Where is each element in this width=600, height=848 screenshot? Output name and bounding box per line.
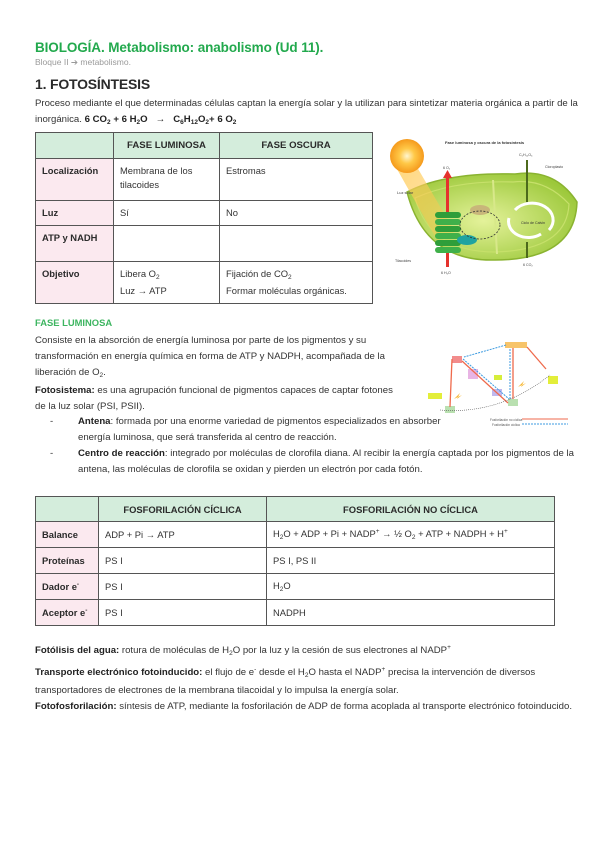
svg-text:6 H₂O: 6 H₂O — [441, 271, 451, 275]
svg-text:Tilacoides: Tilacoides — [395, 259, 412, 263]
row-label: Localización — [36, 159, 114, 201]
svg-text:6 CO₂: 6 CO₂ — [523, 263, 533, 267]
column-header-luminosa: FASE LUMINOSA — [114, 133, 220, 159]
term: Fotosistema: — [35, 385, 95, 396]
table-cell — [114, 225, 220, 261]
table-header-row — [36, 497, 555, 522]
table-cell: PS I — [99, 600, 267, 626]
table-row — [36, 225, 373, 261]
table-row — [36, 574, 555, 600]
svg-text:C₆H₁₂O₆: C₆H₁₂O₆ — [519, 153, 533, 157]
term: Antena — [78, 416, 111, 427]
section-title: 1. FOTOSÍNTESIS — [35, 76, 150, 92]
phosphorylation-table — [35, 496, 555, 626]
definition-fotolisis: Fotólisis del agua: rotura de moléculas de $H_2O$ por la luz y la cesión de sus electrones al NADP+ — [35, 644, 451, 657]
table-cell: Sí — [114, 201, 220, 226]
table-corner-cell — [36, 497, 99, 522]
table-cell: $H_2O$ + ADP + Pi + NADP+ → ½ $O_2$ + ATP + NADPH + H+ — [267, 522, 555, 548]
intro-paragraph — [35, 96, 580, 131]
fotosistema-paragraph: Fotosistema: es una agrupación funcional de pigmentos capaces de captar fotones de la luz solar (PSI, PSII). — [35, 385, 393, 412]
breadcrumb: Bloque II ➔ metabolismo. — [35, 57, 131, 67]
row-label: Objetivo — [36, 261, 114, 303]
column-header-ciclica: FOSFORILACIÓN CÍCLICA — [99, 497, 267, 522]
table-cell: Libera $O_2$ Luz → ATP — [114, 261, 220, 303]
definitions-block — [35, 640, 590, 714]
svg-text:Fase luminosa y oscura de la f: Fase luminosa y oscura de la fotosíntesis — [445, 140, 525, 145]
table-cell: $H_2O$ — [267, 574, 555, 600]
svg-text:Fosforilación cíclica: Fosforilación cíclica — [492, 423, 520, 427]
z-scheme-illustration — [410, 335, 590, 435]
table-header-row — [36, 133, 373, 159]
definition-fotofosforilacion: Fotofosforilación: síntesis de ATP, mediante la fosforilación de ADP de forma acoplada al transporte electrónico fotoinducido. — [35, 700, 572, 712]
table-row — [36, 261, 373, 303]
table-cell: Membrana de los tilacoides — [114, 159, 220, 201]
table-cell: Estromas — [220, 159, 373, 201]
table-cell: NADPH — [267, 600, 555, 626]
row-label: Dador e- — [36, 574, 99, 600]
table-cell: PS I — [99, 548, 267, 574]
photosynthesis-equation: 6 $CO_2 + 6$ $H_2O$ → $C_6H_{12}O_2+ 6$ $O_2$ — [84, 114, 237, 126]
column-header-no-ciclica: FOSFORILACIÓN NO CÍCLICA — [267, 497, 555, 522]
row-label: Proteínas — [36, 548, 99, 574]
intro-text: Proceso mediante el que determinadas células captan la energía solar y la utilizan para sintetizar materia orgánica a partir de la inorgánica. — [35, 98, 578, 125]
phases-table — [35, 132, 373, 304]
column-header-oscura: FASE OSCURA — [220, 133, 373, 159]
table-row — [36, 600, 555, 626]
fase-luminosa-paragraph: Consiste en la absorción de energía luminosa por parte de los pigmentos y su transformación en energía química en forma de ATP y NADPH, acompañada de la liberación de $O_2$. — [35, 335, 386, 379]
term: Centro de reacción — [78, 448, 165, 459]
table-cell: PS I — [99, 574, 267, 600]
document-title: BIOLOGÍA. Metabolismo: anabolismo (Ud 11). — [35, 40, 324, 55]
chloroplast-diagram — [385, 132, 585, 290]
list-item: - Antena: formada por una enorme variedad de pigmentos especializados en absorber energía luminosa, que será transferida al centro de reacción. — [50, 416, 441, 443]
table-cell — [220, 225, 373, 261]
svg-text:Ciclo de Calvin: Ciclo de Calvin — [521, 221, 545, 225]
table-cell: No — [220, 201, 373, 226]
row-label: Aceptor e- — [36, 600, 99, 626]
table-cell: PS I, PS II — [267, 548, 555, 574]
table-row — [36, 548, 555, 574]
row-label: Balance — [36, 522, 99, 548]
chloroplast-illustration — [385, 132, 585, 290]
table-cell: ADP + Pi → ATP — [99, 522, 267, 548]
subsection-heading: FASE LUMINOSA — [35, 317, 113, 328]
table-cell: Fijación de $CO_2$ Formar moléculas orgánicas. — [220, 261, 373, 303]
svg-text:6 O₂: 6 O₂ — [443, 166, 451, 170]
row-label: Luz — [36, 201, 114, 226]
svg-text:Luz solar: Luz solar — [397, 190, 414, 195]
table-corner-cell — [36, 133, 114, 159]
svg-text:Fosforilación no cíclica: Fosforilación no cíclica — [490, 418, 523, 422]
table-row — [36, 201, 373, 226]
list-item: - Centro de reacción: integrado por moléculas de clorofila diana. Al recibir la energía captada por los pigmentos de la antena, las moléculas de clorofila se oxidan y pierden un electrón por cada fotón. — [50, 448, 574, 475]
svg-text:Cloroplasto: Cloroplasto — [545, 165, 564, 169]
z-scheme-diagram — [410, 335, 590, 435]
table-row — [36, 522, 555, 548]
row-label: ATP y NADH — [36, 225, 114, 261]
definition-transporte: Transporte electrónico fotoinducido: el flujo de e- desde el $H_2O$ hasta el NADP+ precisa la intervención de diversos transportadores de electrones de la membrana tilacoidal y lo impulsa la energía solar. — [35, 665, 536, 696]
arrow-icon: → — [155, 114, 166, 125]
table-row — [36, 159, 373, 201]
